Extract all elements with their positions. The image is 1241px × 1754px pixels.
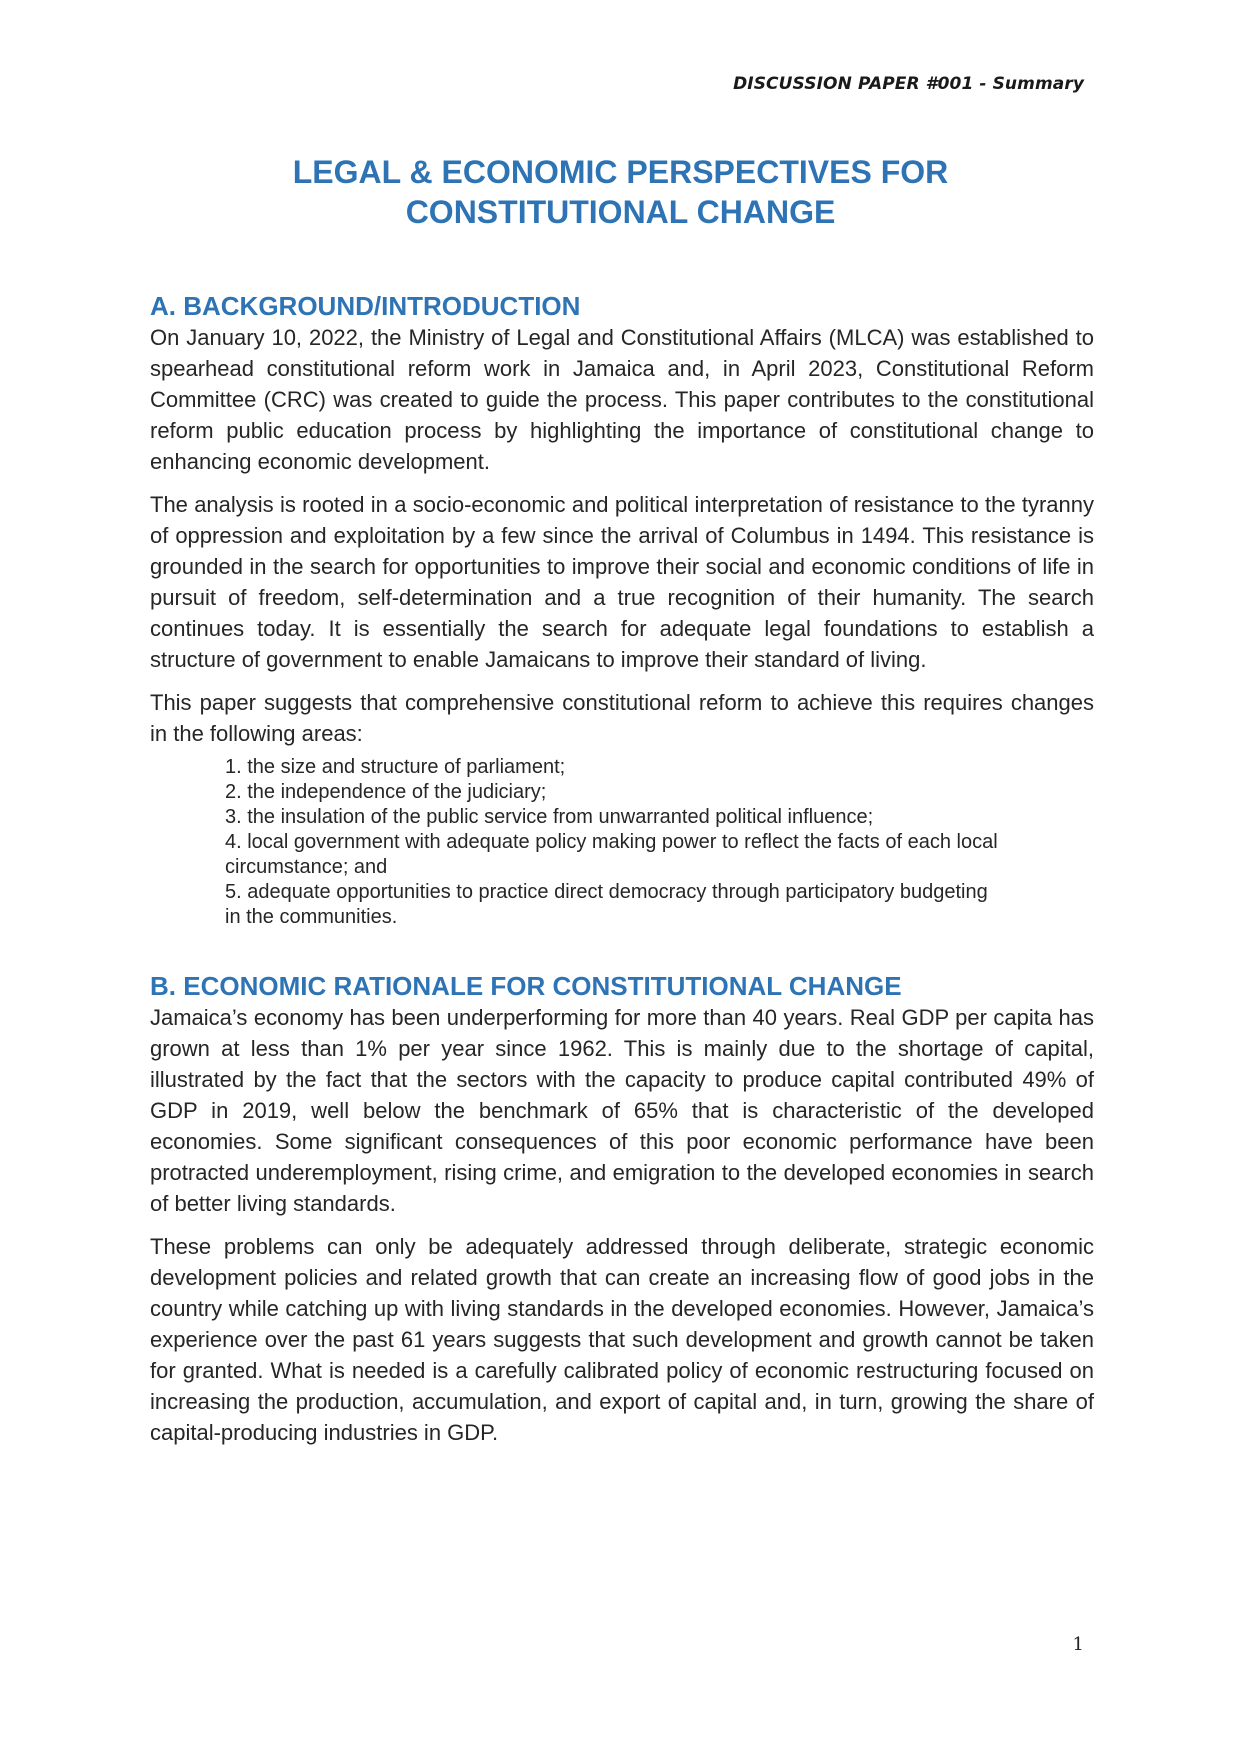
section-b-heading: B. ECONOMIC RATIONALE FOR CONSTITUTIONAL CHANGE — [150, 971, 902, 1001]
title-line-2: CONSTITUTIONAL CHANGE — [405, 194, 836, 230]
section-b-paragraph: Jamaica’s economy has been underperforming for more than 40 years. Real GDP per capita has grown at less than 1% per year since 1962. This is mainly due to the shortage of capital, illustrated by the fact that the sectors with the capacity to produce capital contributed 49% of GDP in 2019, well below the benchmark of 65% that is characteristic of the developed economies. Some significant consequences of this poor economic performance have been protracted underemployment, rising crime, and emigration to the developed economies in search of better living standards. — [150, 1005, 1094, 1216]
list-item: 4. local government with adequate policy making power to reflect the facts of each local circumstance; and — [225, 831, 998, 878]
section-a-paragraph: This paper suggests that comprehensive constitutional reform to achieve this requires changes in the following areas: — [150, 690, 1094, 746]
section-b-paragraph: These problems can only be adequately addressed through deliberate, strategic economic development policies and related growth that can create an increasing flow of good jobs in the country while catching up with living standards in the developed economies. However, Jamaica’s experience over the past 61 years suggests that such development and growth cannot be taken for granted. What is needed is a carefully calibrated policy of economic restructuring focused on increasing the production, accumulation, and export of capital and, in turn, growing the share of capital-producing industries in GDP. — [150, 1234, 1094, 1445]
section-spacer — [150, 930, 1094, 970]
list-item: 3. the insulation of the public service from unwarranted political influence; — [225, 806, 874, 828]
title-line-1: LEGAL & ECONOMIC PERSPECTIVES FOR — [292, 154, 949, 190]
page-title — [150, 152, 1091, 232]
list-item: 1. the size and structure of parliament; — [225, 756, 566, 778]
list-item: 2. the independence of the judiciary; — [225, 781, 547, 803]
section-a-paragraph: On January 10, 2022, the Ministry of Legal and Constitutional Affairs (MLCA) was established to spearhead constitutional reform work in Jamaica and, in April 2023, Constitutional Reform Committee (CRC) was created to guide the process. This paper contributes to the constitutional reform public education process by highlighting the importance of constitutional change to enhancing economic development. — [150, 325, 1094, 474]
section-a-heading: A. BACKGROUND/INTRODUCTION — [150, 291, 581, 321]
document-body — [150, 290, 1094, 1460]
list-item: 5. adequate opportunities to practice direct democracy through participatory budgeting in the communities. — [225, 881, 988, 928]
header-note: DISCUSSION PAPER #001 - Summary — [733, 74, 1084, 94]
reform-areas-list — [225, 755, 1005, 930]
section-a-paragraph: The analysis is rooted in a socio-economic and political interpretation of resistance to the tyranny of oppression and exploitation by a few since the arrival of Columbus in 1494. This resistance is grounded in the search for opportunities to improve their social and economic conditions of life in pursuit of freedom, self-determination and a true recognition of their humanity. The search continues today. It is essentially the search for adequate legal foundations to establish a structure of government to enable Jamaicans to improve their standard of living. — [150, 492, 1094, 672]
page-number: 1 — [1072, 1634, 1084, 1655]
